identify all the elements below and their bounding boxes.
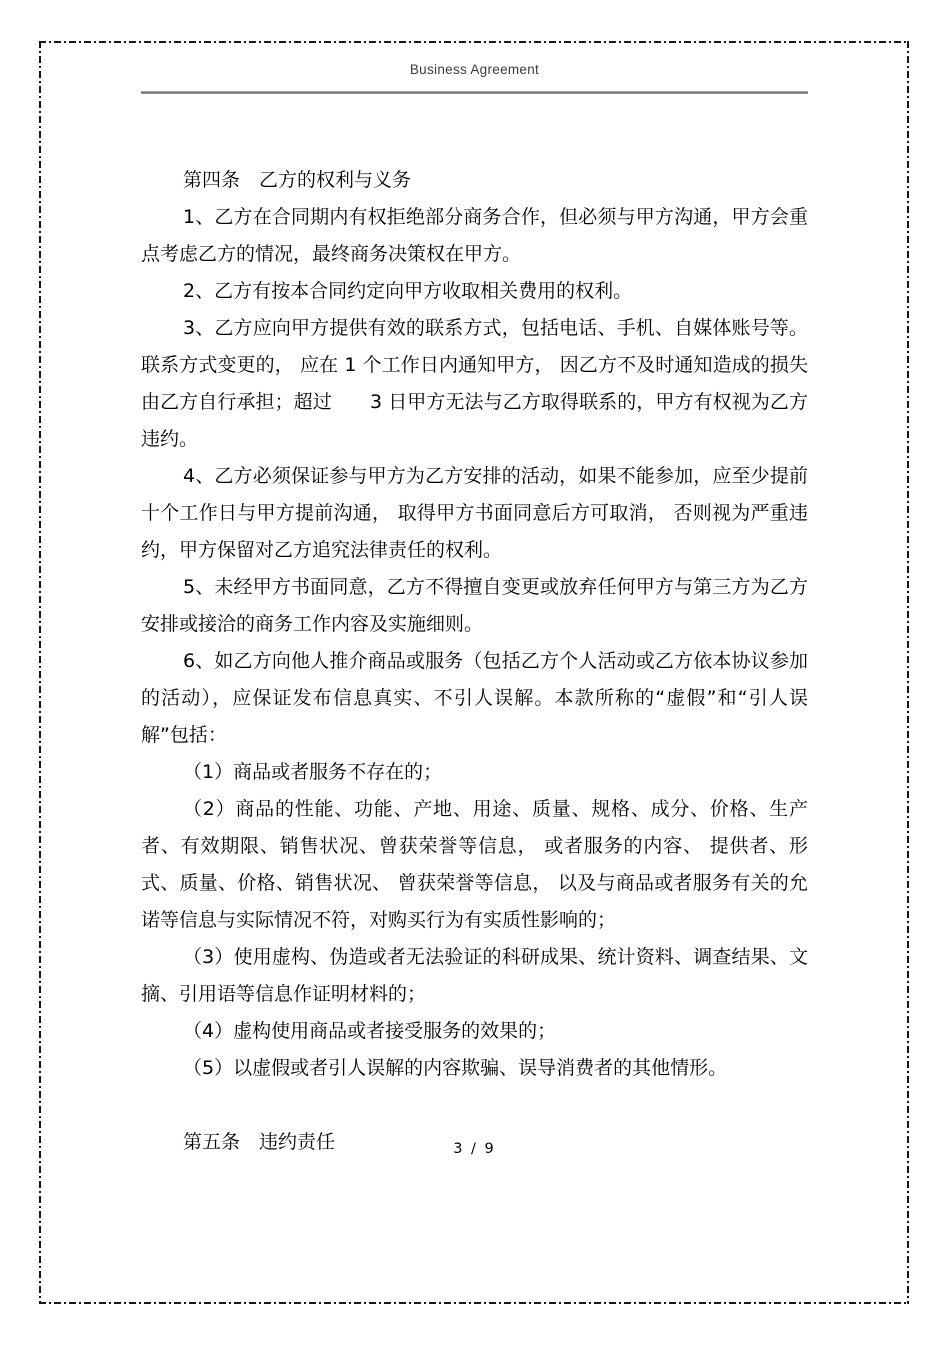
contract-page <box>39 41 909 1304</box>
page-border-top <box>39 41 909 43</box>
section-heading-article4: 第四条 乙方的权利与义务 <box>183 169 412 191</box>
sub-item-2: （2）商品的性能、功能、产地、用途、质量、规格、成分、价格、生产者、有效期限、销售状况、曾获荣誉等信息， 或者服务的内容、 提供者、形式、质量、价格、销售状况、 曾获荣誉等信息， 以及与商品或者服务有关的允诺等信息与实际情况不符，对购买行为有实质性影响的； <box>141 798 808 931</box>
clause-paragraph-2: 2、乙方有按本合同约定向甲方收取相关费用的权利。 <box>183 280 633 302</box>
page-border-bottom <box>39 1302 909 1304</box>
clause-paragraph-5: 5、未经甲方书面同意，乙方不得擅自变更或放弃任何甲方与第三方为乙方安排或接洽的商务工作内容及实施细则。 <box>141 576 808 635</box>
blank-line <box>141 1087 808 1124</box>
contract-body <box>141 162 815 1161</box>
clause-paragraph-3: 3、乙方应向甲方提供有效的联系方式，包括电话、手机、自媒体账号等。 联系方式变更的， 应在 1 个工作日内通知甲方， 因乙方不及时通知造成的损失由乙方自行承担；超过 3 日甲方无法与乙方取得联系的，甲方有权视为乙方违约。 <box>141 317 815 450</box>
clause-paragraph-6: 6、如乙方向他人推介商品或服务（包括乙方个人活动或乙方依本协议参加的活动），应保证发布信息真实、不引人误解。本款所称的“虚假”和“引人误解”包括： <box>141 650 808 746</box>
page-border-left <box>39 41 41 1304</box>
clause-paragraph-1: 1、乙方在合同期内有权拒绝部分商务合作，但必须与甲方沟通，甲方会重点考虑乙方的情况，最终商务决策权在甲方。 <box>141 206 808 265</box>
header-title: Business Agreement <box>409 62 540 77</box>
sub-item-1: （1）商品或者服务不存在的； <box>183 761 443 783</box>
page-border-right <box>907 41 909 1304</box>
sub-item-5: （5）以虚假或者引人误解的内容欺骗、误导消费者的其他情形。 <box>183 1057 728 1079</box>
section-heading-article5: 第五条 违约责任 <box>183 1131 336 1153</box>
header-rule <box>141 91 808 94</box>
sub-item-3: （3）使用虚构、伪造或者无法验证的科研成果、统计资料、调查结果、文摘、引用语等信息作证明材料的； <box>141 946 808 1005</box>
sub-item-4: （4）虚构使用商品或者接受服务的效果的； <box>183 1020 557 1042</box>
page-number: 3 / 9 <box>453 1141 496 1157</box>
clause-paragraph-4: 4、乙方必须保证参与甲方为乙方安排的活动，如果不能参加，应至少提前十个工作日与甲方提前沟通， 取得甲方书面同意后方可取消， 否则视为严重违约，甲方保留对乙方追究法律责任的权利。 <box>141 465 808 561</box>
